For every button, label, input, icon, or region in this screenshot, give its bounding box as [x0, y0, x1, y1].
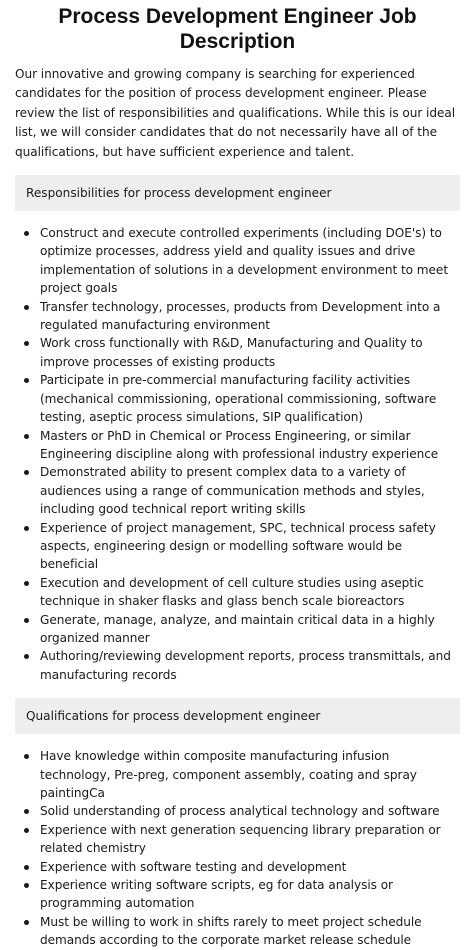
list-item: [15, 858, 460, 876]
list-item-text: Participate in pre-commercial manufacturing facility activities (mechanical commissioning, operational commissioning, software testing, aseptic process simulations, SIP qualification): [40, 373, 437, 425]
list-item: [15, 647, 460, 684]
responsibilities-header: [15, 175, 460, 211]
list-item-text: Work cross functionally with R&D, Manufacturing and Quality to improve processes of existing products: [40, 336, 423, 369]
bullet-icon: [24, 618, 29, 623]
bullet-icon: [24, 378, 29, 383]
list-item-text: Solid understanding of process analytical technology and software: [40, 804, 440, 819]
list-item: [15, 371, 460, 426]
list-item: [15, 611, 460, 648]
bullet-icon: [24, 809, 29, 814]
bullet-icon: [24, 434, 29, 439]
qualifications-list: [15, 747, 460, 949]
bullet-icon: [24, 920, 29, 925]
bullet-icon: [24, 341, 29, 346]
list-item-text: Experience of project management, SPC, technical process safety aspects, engineering design or modelling software would be beneficial: [40, 520, 436, 572]
bullet-icon: [24, 865, 29, 870]
list-item: [15, 802, 460, 820]
bullet-icon: [24, 526, 29, 531]
bullet-icon: [24, 231, 29, 236]
list-item: [15, 427, 460, 464]
list-item-text: Masters or PhD in Chemical or Process Engineering, or similar Engineering discipline along with professional industry experience: [40, 428, 439, 461]
intro-paragraph: Our innovative and growing company is searching for experienced candidates for the position of process development engineer. Please review the list of responsibilities and qualifications. While this is our ideal list, we will consider candidates that do not necessarily have all of the qualifications, but have sufficient experience and talent.: [15, 67, 456, 159]
list-item-text: Experience writing software scripts, eg for data analysis or programming automation: [40, 878, 393, 911]
list-item-text: Demonstrated ability to present complex data to a variety of audiences using a range of communication methods and styles, including good technical report writing skills: [40, 465, 425, 517]
list-item: [15, 913, 460, 950]
list-item-text: Generate, manage, analyze, and maintain critical data in a highly organized manner: [40, 612, 435, 645]
list-item-text: Have knowledge within composite manufacturing infusion technology, Pre-preg, component assembly, coating and spray paintingCa: [40, 749, 417, 800]
bullet-icon: [24, 470, 29, 475]
bullet-icon: [24, 581, 29, 586]
list-item: [15, 876, 460, 913]
list-item: [15, 298, 460, 335]
list-item-text: Construct and execute controlled experiments (including DOE's) to optimize processes, address yield and quality issues and drive implementation of solutions in a development environment to meet project goals: [40, 226, 449, 296]
qualifications-heading: Qualifications for process development engineer: [26, 709, 321, 724]
qualifications-header: [15, 698, 460, 734]
list-item-text: Experience with next generation sequencing library preparation or related chemistry: [40, 822, 441, 856]
bullet-icon: [24, 654, 29, 659]
list-item: [15, 519, 460, 574]
list-item: [15, 821, 460, 858]
list-item-text: Execution and development of cell culture studies using aseptic technique in shaker flasks and glass bench scale bioreactors: [40, 575, 424, 609]
list-item: [15, 574, 460, 611]
bullet-icon: [24, 828, 29, 833]
list-item: [15, 463, 460, 518]
responsibilities-heading: Responsibilities for process development engineer: [26, 186, 332, 201]
list-item: [15, 224, 460, 298]
list-item: [15, 334, 460, 371]
list-item-text: Authoring/reviewing development reports, process transmittals, and manufacturing records: [40, 649, 451, 682]
list-item-text: Must be willing to work in shifts rarely to meet project schedule demands according to the corporate market release schedule: [40, 914, 422, 948]
list-item-text: Transfer technology, processes, products from Development into a regulated manufacturing environment: [40, 299, 441, 333]
bullet-icon: [24, 883, 29, 888]
list-item: [15, 747, 460, 802]
page-title: Process Development Engineer Job Description: [58, 5, 417, 53]
list-item-text: Experience with software testing and development: [40, 859, 347, 874]
responsibilities-list: [15, 224, 460, 684]
bullet-icon: [24, 305, 29, 310]
bullet-icon: [24, 754, 29, 759]
